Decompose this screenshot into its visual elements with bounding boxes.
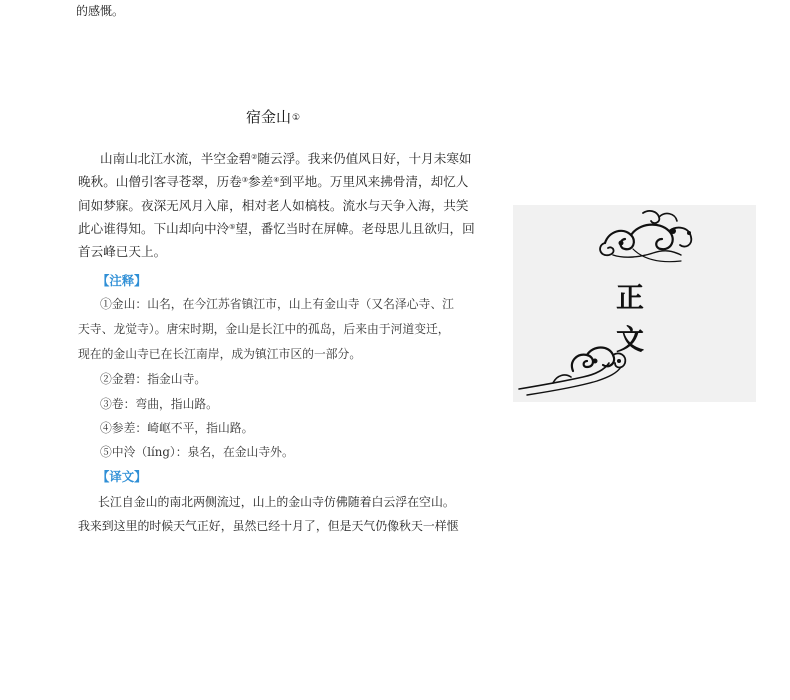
note-5-text: ⑤中泠（líng）：泉名，在金山寺外。: [100, 445, 294, 459]
title-note-mark: ①: [292, 113, 301, 123]
translation-text: [78, 490, 480, 538]
notes-heading: 【注释】: [97, 273, 147, 288]
page-title: [246, 107, 300, 127]
chapter-char-1: 正: [615, 281, 644, 314]
chapter-label-panel: [513, 205, 756, 402]
note-1-cont-2: 现在的金山寺已在长江南岸，成为镇江市区的一部分。: [78, 347, 362, 361]
poem-line-8: 望，番忆当时在屏幃。老母思儿且欲归，回首云: [78, 220, 475, 260]
note-1-line-1: ①金山：山名，在今江苏省镇江市，山上有金山寺（又名泽心寺、江: [100, 297, 454, 311]
poem-line-6: 如梦寐。夜深无风月入扉，相对老人如槁枝。流水与天争入海，共笑此心: [78, 197, 469, 236]
poem-line-9: 峰已天上。: [103, 244, 167, 260]
poem-line-1: 山南山北江水流，半空金碧: [100, 151, 252, 166]
note-mark-5: ⑤: [229, 222, 236, 231]
note-4-text: ④参差：崎岖不平，指山路。: [100, 421, 254, 435]
note-1: [78, 292, 480, 317]
poem-line-5: 到平地。万里风来拂骨清，却忆人间: [78, 174, 469, 213]
note-3: [78, 392, 480, 417]
note-2-text: ②金碧：指金山寺。: [100, 372, 207, 386]
poem-line-7: 谁得知。下山却向中泠: [103, 220, 230, 236]
previous-paragraph-end: 的感慨。: [76, 4, 125, 18]
chapter-char-2: 文: [615, 323, 644, 356]
poem-line-2: 随云浮。我来仍值风日好，十月未寒如: [257, 151, 472, 166]
poem-line-3: 晚秋。山僧引客寻苍翠，历卷: [78, 174, 242, 190]
poem-line-4: 参差: [248, 174, 274, 190]
note-mark-4: ④: [273, 176, 280, 185]
note-2: [78, 367, 480, 392]
title-text: 宿金山: [246, 108, 292, 126]
note-3-text: ③卷：弯曲，指山路。: [100, 397, 218, 411]
note-4: [78, 416, 480, 441]
translation-line-2: 我来到这里的时候天气正好，虽然已经十月了，但是天气仍像秋天一样惬: [78, 519, 459, 533]
translation-heading: 【译文】: [97, 469, 147, 484]
note-5: [78, 440, 480, 465]
poem-text: [78, 147, 478, 263]
note-mark-3: ③: [241, 176, 248, 185]
note-1-cont: 天寺、龙觉寺）。唐宋时期，金山是长江中的孤岛，后来由于河道变迁，: [78, 322, 450, 336]
note-mark-2: ②: [251, 153, 258, 161]
translation-line-1: 长江自金山的南北两侧流过，山上的金山寺仿佛随着白云浮在空山。: [98, 495, 455, 509]
